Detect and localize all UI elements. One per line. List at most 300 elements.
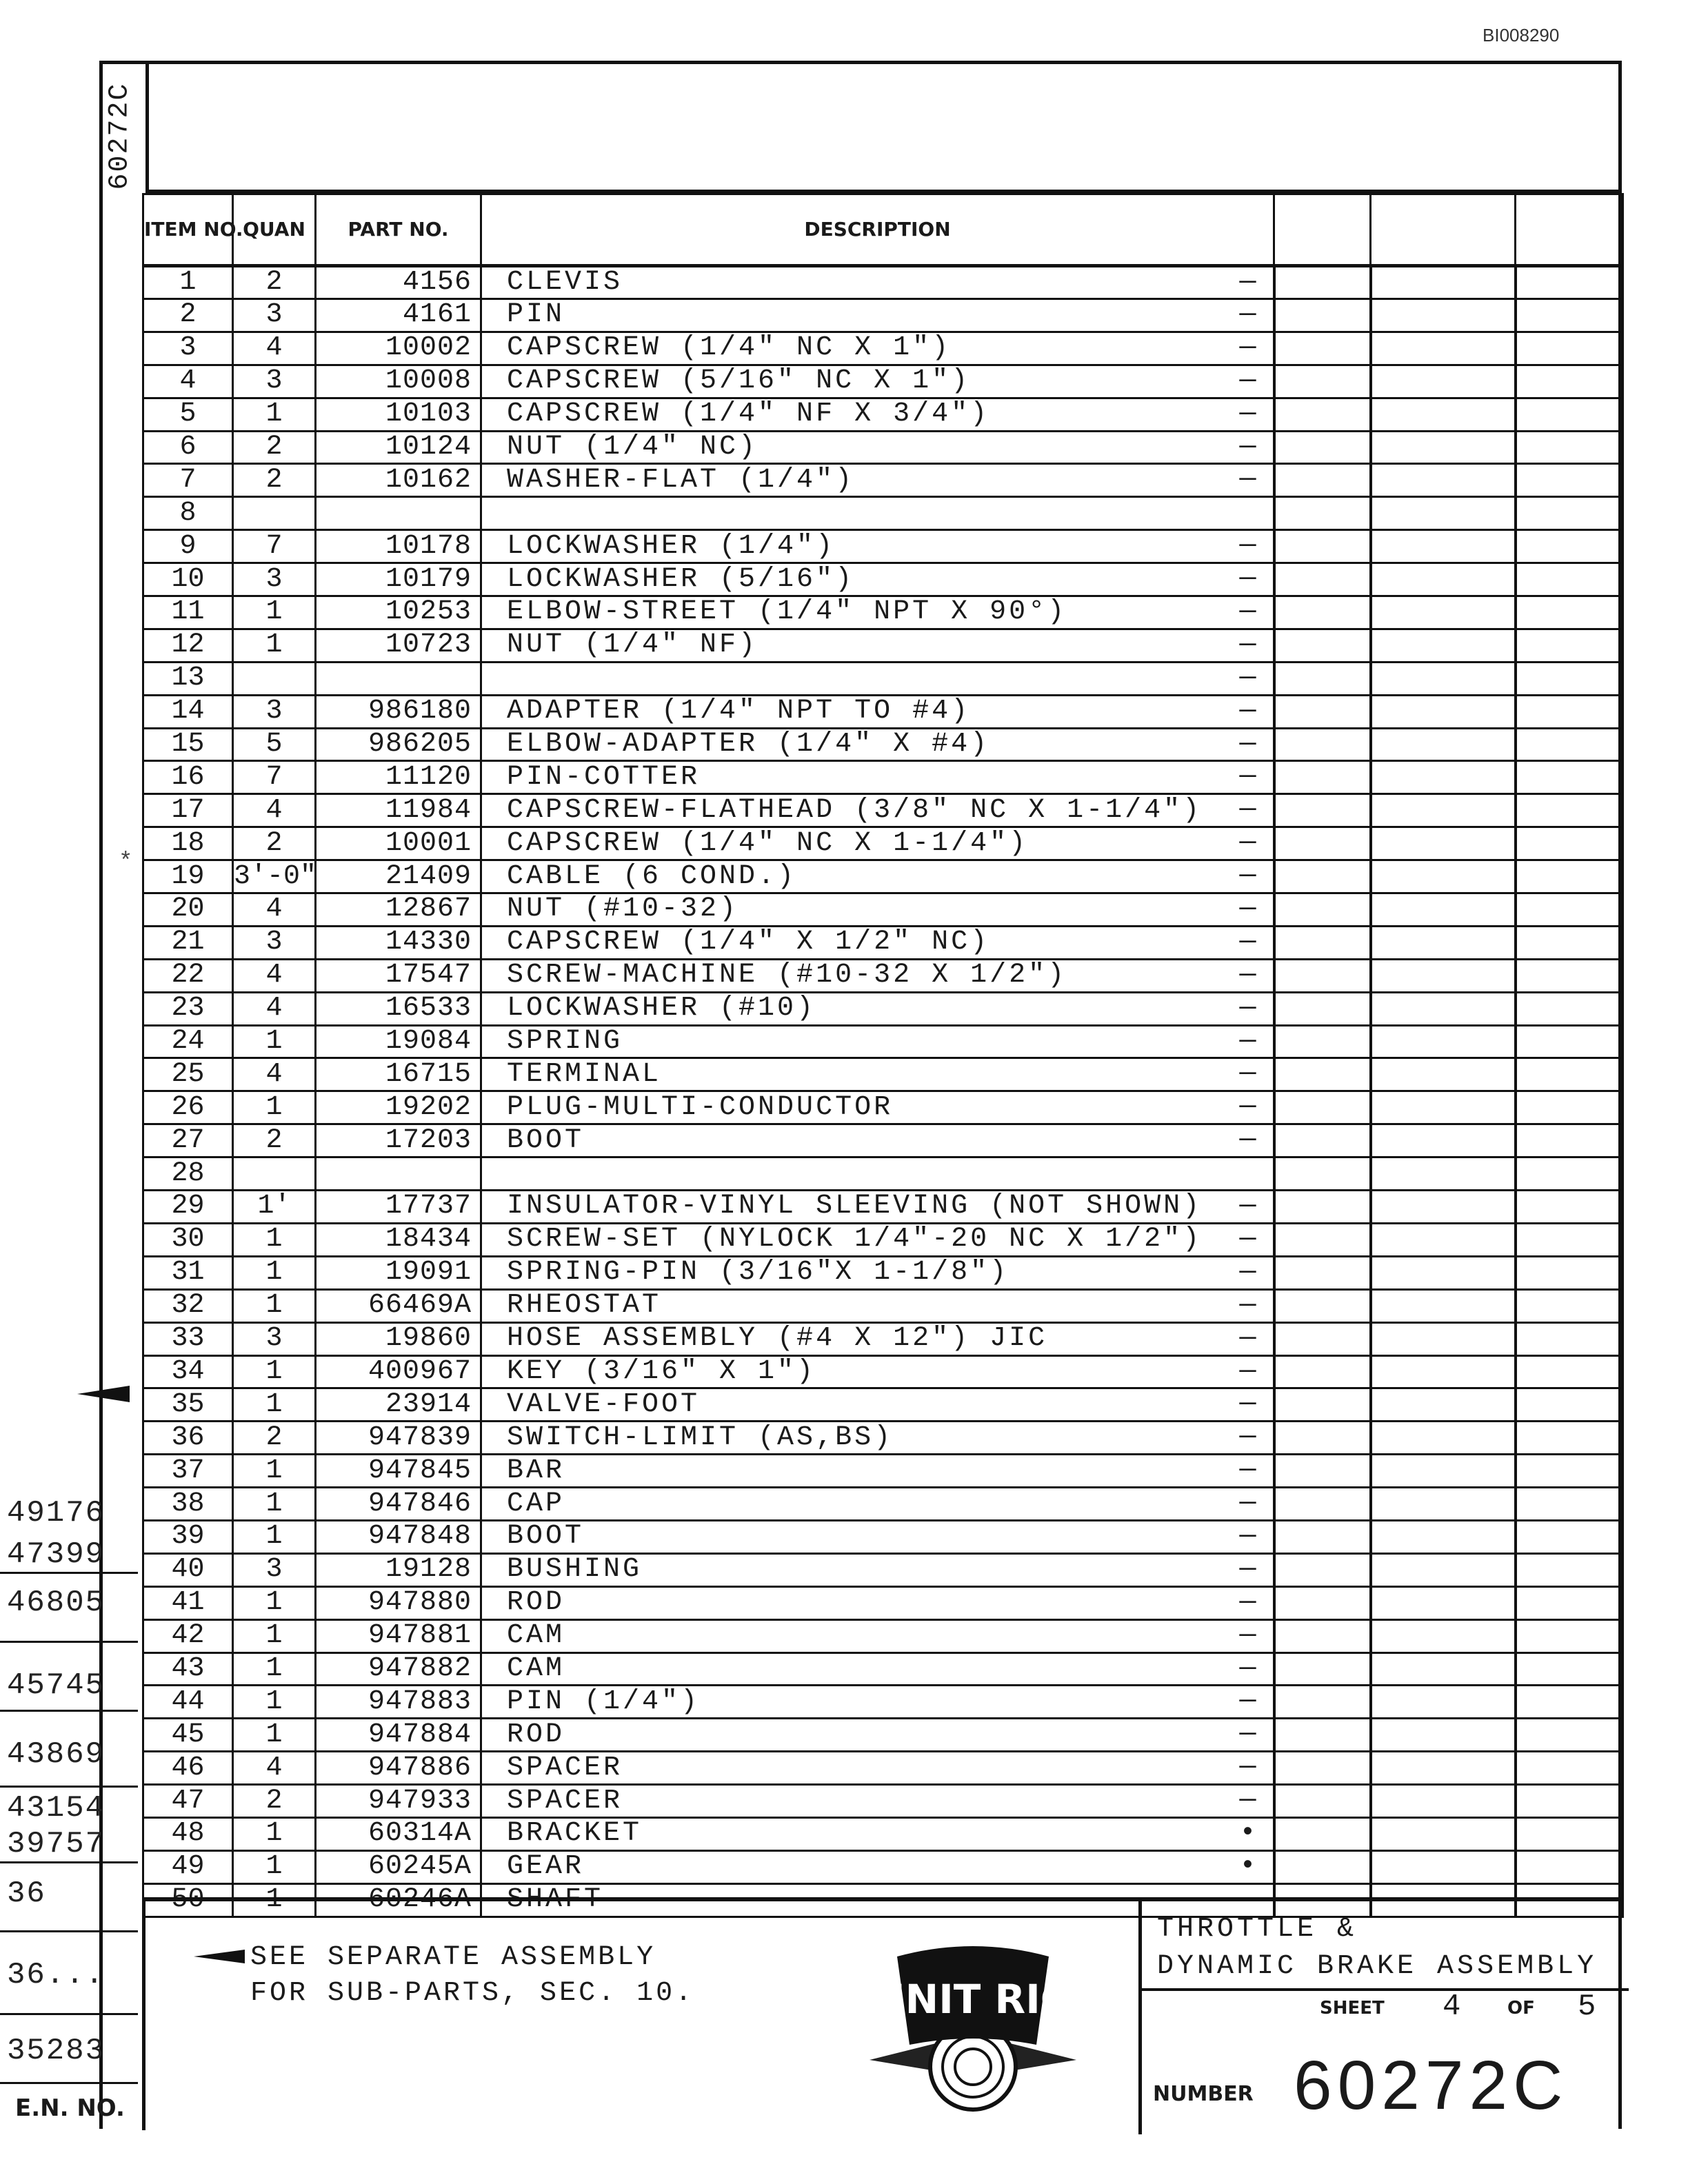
blank-cell [1371,365,1516,398]
item-no: 31 [143,1256,233,1289]
blank-cell [1516,332,1623,365]
blank-cell [1516,992,1623,1025]
en-number: 49176 [7,1496,106,1530]
blank-cell [1516,1752,1623,1785]
description: ROD — [481,1586,1274,1619]
description: CLEVIS — [481,266,1274,299]
row-mark: • [1239,1817,1256,1849]
description: SHAFT — [481,1883,1274,1917]
blank-cell [1371,1817,1516,1850]
quantity: 1 [233,1883,316,1917]
row-mark: — [1239,695,1256,727]
quantity: 1 [233,1289,316,1322]
quantity: 1 [233,1025,316,1058]
blank-cell [1371,1785,1516,1818]
quantity: 1 [233,1455,316,1488]
table-row [143,464,1623,497]
description: LOCKWASHER (1/4") — [481,530,1274,563]
blank-cell [1371,530,1516,563]
blank-cell [1274,992,1371,1025]
table-row [143,1520,1623,1553]
blank-cell [1274,1785,1371,1818]
description: PIN — [481,299,1274,332]
blank-cell [1371,563,1516,596]
item-no: 47 [143,1785,233,1818]
blank-cell [1371,332,1516,365]
blank-cell [1516,893,1623,927]
blank-cell [1516,1488,1623,1521]
blank-cell [1516,365,1623,398]
blank-cell [1371,1058,1516,1091]
blank-cell [1371,926,1516,959]
row-mark: • [1239,1850,1256,1882]
row-mark: — [1239,794,1256,826]
blank-cell [1274,365,1371,398]
table-row [143,728,1623,761]
item-no: 49 [143,1850,233,1883]
en-number: 39757 [7,1827,106,1861]
description: CAPSCREW (1/4" NC X 1") — [481,332,1274,365]
row-mark: — [1239,1289,1256,1321]
description: SPRING-PIN (3/16"X 1-1/8") — [481,1256,1274,1289]
item-no: 10 [143,563,233,596]
quantity: 1 [233,1388,316,1422]
row-mark: — [1239,893,1256,925]
part-no: 947880 [316,1586,481,1619]
blank-cell [1371,464,1516,497]
blank-cell [1516,1817,1623,1850]
blank-cell [1274,1752,1371,1785]
part-no [316,1157,481,1191]
blank-cell [1516,431,1623,464]
description: SPACER — [481,1785,1274,1818]
description: BUSHING — [481,1553,1274,1586]
part-no: 12867 [316,893,481,927]
part-no: 60314A [316,1817,481,1850]
row-mark: — [1239,398,1256,429]
table-row [143,1652,1623,1686]
quantity: 7 [233,761,316,794]
document-id: BI008290 [1483,25,1560,46]
quantity: 3 [233,926,316,959]
quantity: 4 [233,959,316,992]
row-mark: — [1239,299,1256,330]
blank-cell [1274,860,1371,893]
blank-cell [1274,926,1371,959]
blank-cell [1371,728,1516,761]
row-mark: — [1239,1256,1256,1288]
number-label: NUMBER [1153,2082,1254,2106]
description: ELBOW-STREET (1/4" NPT X 90°) — [481,596,1274,629]
subassembly-note [194,1940,694,2012]
item-no: 13 [143,662,233,695]
blank-cell [1516,794,1623,827]
en-number: 45745 [7,1668,106,1703]
en-number: 46805 [7,1586,106,1620]
blank-cell [1516,1520,1623,1553]
item-no: 9 [143,530,233,563]
table-row [143,431,1623,464]
blank-cell [1516,1355,1623,1388]
part-no: 947839 [316,1422,481,1455]
blank-cell [1516,1686,1623,1719]
row-mark: — [1239,1719,1256,1750]
table-row [143,1058,1623,1091]
blank-cell [1274,1355,1371,1388]
quantity [233,1157,316,1191]
description: BRACKET • [481,1817,1274,1850]
parts-list-body [143,266,1623,1917]
blank-cell [1371,1256,1516,1289]
quantity: 5 [233,728,316,761]
table-row [143,1223,1623,1256]
table-row [143,1553,1623,1586]
row-mark: — [1239,959,1256,991]
blank-cell [1516,1719,1623,1752]
part-no: 11984 [316,794,481,827]
drawing-number: 60272C [1294,2047,1569,2124]
quantity: 1 [233,1686,316,1719]
blank-cell [1516,959,1623,992]
blank-cell [1371,827,1516,860]
blank-cell [1371,596,1516,629]
description: LOCKWASHER (5/16") — [481,563,1274,596]
quantity: 1 [233,398,316,431]
blank-cell [1274,1455,1371,1488]
note-arrow-icon [194,1949,245,1964]
quantity: 3 [233,1553,316,1586]
blank-cell [1371,1553,1516,1586]
table-row [143,365,1623,398]
blank-cell [1371,1388,1516,1422]
row-mark: — [1239,992,1256,1024]
item-no: 1 [143,266,233,299]
item-no: 21 [143,926,233,959]
description: SPRING — [481,1025,1274,1058]
row-mark: — [1239,761,1256,793]
item-no: 5 [143,398,233,431]
item-no: 34 [143,1355,233,1388]
blank-cell [1274,1289,1371,1322]
en-number: 43154 [7,1791,106,1826]
row-mark: — [1239,1553,1256,1585]
unit-rig-logo [849,1929,1097,2115]
table-row [143,530,1623,563]
blank-cell [1274,1652,1371,1686]
row-mark: — [1239,596,1256,628]
blank-cell [1516,728,1623,761]
description: ROD — [481,1719,1274,1752]
table-row [143,827,1623,860]
item-no: 36 [143,1422,233,1455]
item-no: 7 [143,464,233,497]
description: CAPSCREW (1/4" X 1/2" NC) — [481,926,1274,959]
blank-cell [1274,629,1371,662]
part-no: 10253 [316,596,481,629]
row-mark: — [1239,1124,1256,1156]
item-no: 28 [143,1157,233,1191]
blank-cell [1516,1223,1623,1256]
blank-cell [1274,728,1371,761]
description [481,662,1274,695]
table-row [143,266,1623,299]
description: CAM — [481,1619,1274,1652]
table-row [143,563,1623,596]
blank-cell [1371,431,1516,464]
blank-cell [1371,695,1516,728]
part-no: 17203 [316,1124,481,1157]
table-row [143,1686,1623,1719]
table-row [143,959,1623,992]
blank-cell [1371,794,1516,827]
table-row [143,860,1623,893]
table-row [143,1752,1623,1785]
blank-cell [1274,431,1371,464]
quantity: 4 [233,794,316,827]
row-mark: — [1239,563,1256,595]
part-no: 947884 [316,1719,481,1752]
item-no: 12 [143,629,233,662]
col-part-header: PART NO. [316,194,481,266]
part-no: 10162 [316,464,481,497]
part-no: 66469A [316,1289,481,1322]
side-drawing-number: 60272C [104,81,136,190]
row-mark: — [1239,1752,1256,1783]
col-blank-header [1516,194,1623,266]
note-line-1: SEE SEPARATE ASSEMBLY [250,1942,656,1973]
row-mark: — [1239,1652,1256,1684]
quantity: 1 [233,1817,316,1850]
part-no: 947886 [316,1752,481,1785]
svg-text:UNIT RIG: UNIT RIG [872,1976,1074,2023]
part-no [316,662,481,695]
part-no: 19860 [316,1322,481,1355]
row-mark: — [1239,464,1256,496]
part-no: 10008 [316,365,481,398]
row-mark: — [1239,1388,1256,1420]
description: ELBOW-ADAPTER (1/4" X #4) — [481,728,1274,761]
blank-cell [1274,827,1371,860]
quantity: 7 [233,530,316,563]
description: SWITCH-LIMIT (AS,BS) — [481,1422,1274,1455]
item-no: 40 [143,1553,233,1586]
blank-cell [1516,629,1623,662]
item-no: 24 [143,1025,233,1058]
blank-cell [1516,1256,1623,1289]
description: BOOT — [481,1520,1274,1553]
quantity: 2 [233,464,316,497]
item-no: 46 [143,1752,233,1785]
description: TERMINAL — [481,1058,1274,1091]
description: NUT (1/4" NC) — [481,431,1274,464]
quantity: 4 [233,332,316,365]
blank-cell [1371,398,1516,431]
blank-cell [1371,893,1516,927]
title-block [1138,1901,1625,2134]
blank-cell [1516,1785,1623,1818]
item-no: 20 [143,893,233,927]
blank-cell [1516,1124,1623,1157]
description: PLUG-MULTI-CONDUCTOR — [481,1091,1274,1124]
row-mark: — [1239,1223,1256,1255]
part-no: 60245A [316,1850,481,1883]
part-no: 17547 [316,959,481,992]
row-mark: — [1239,1322,1256,1354]
description: CAP — [481,1488,1274,1521]
description: KEY (3/16" X 1") — [481,1355,1274,1388]
table-row [143,1157,1623,1191]
part-no: 23914 [316,1388,481,1422]
table-row [143,1817,1623,1850]
part-no: 10179 [316,563,481,596]
part-no: 947881 [316,1619,481,1652]
blank-cell [1516,1289,1623,1322]
blank-cell [1516,1388,1623,1422]
row-mark: — [1239,1619,1256,1651]
description [481,497,1274,530]
blank-cell [1274,464,1371,497]
description: RHEOSTAT — [481,1289,1274,1322]
part-no: 947846 [316,1488,481,1521]
quantity: 3 [233,299,316,332]
quantity: 2 [233,431,316,464]
en-number: 35283 [7,2034,106,2068]
part-no: 16533 [316,992,481,1025]
description: BOOT — [481,1124,1274,1157]
part-no: 16715 [316,1058,481,1091]
blank-cell [1516,464,1623,497]
item-no: 29 [143,1191,233,1224]
blank-cell [1516,1322,1623,1355]
blank-cell [1371,860,1516,893]
quantity: 3 [233,1322,316,1355]
part-no [316,497,481,530]
table-row [143,1256,1623,1289]
blank-cell [1516,860,1623,893]
item-no: 15 [143,728,233,761]
blank-cell [1516,1091,1623,1124]
quantity: 1 [233,1256,316,1289]
description: CAPSCREW-FLATHEAD (3/8" NC X 1-1/4") — [481,794,1274,827]
blank-cell [1371,1586,1516,1619]
item-no: 6 [143,431,233,464]
table-row [143,1025,1623,1058]
description: SPACER — [481,1752,1274,1785]
row-mark: — [1239,431,1256,463]
description: HOSE ASSEMBLY (#4 X 12") JIC — [481,1322,1274,1355]
item-no: 37 [143,1455,233,1488]
table-row [143,992,1623,1025]
blank-cell [1274,1388,1371,1422]
table-row [143,926,1623,959]
row-mark: — [1239,1422,1256,1453]
table-row [143,1586,1623,1619]
of-label: OF [1507,1998,1535,2019]
item-no: 11 [143,596,233,629]
blank-cell [1516,530,1623,563]
note-line-2: FOR SUB-PARTS, SEC. 10. [250,1978,695,2009]
blank-cell [1274,1586,1371,1619]
blank-cell [1371,1091,1516,1124]
part-no: 17737 [316,1191,481,1224]
en-number: 43869 [7,1737,106,1772]
asterisk-mark: * [119,849,133,876]
row-mark: — [1239,1355,1256,1387]
en-number: 36... [7,1958,106,1992]
blank-cell [1371,1422,1516,1455]
blank-cell [1274,695,1371,728]
table-row [143,1785,1623,1818]
quantity: 3'-0" [234,860,317,892]
blank-cell [1371,1752,1516,1785]
quantity: 1 [233,1586,316,1619]
blank-cell [1274,332,1371,365]
part-no: 14330 [316,926,481,959]
blank-cell [1274,1422,1371,1455]
blank-cell [1516,1058,1623,1091]
part-no: 947883 [316,1686,481,1719]
row-mark: — [1239,827,1256,859]
quantity: 1 [233,1619,316,1652]
item-no: 25 [143,1058,233,1091]
item-no: 42 [143,1619,233,1652]
description: SCREW-MACHINE (#10-32 X 1/2") — [481,959,1274,992]
row-mark: — [1239,530,1256,562]
drawing-title [1157,1911,1597,1985]
col-quan-header: QUAN [233,194,316,266]
part-no: 10103 [316,398,481,431]
table-row [143,1091,1623,1124]
blank-cell [1274,893,1371,927]
part-no: 19084 [316,1025,481,1058]
blank-cell [1274,662,1371,695]
blank-cell [1371,992,1516,1025]
quantity: 1' [233,1191,316,1224]
blank-cell [1274,1256,1371,1289]
row-mark: — [1239,860,1256,892]
item-no: 33 [143,1322,233,1355]
blank-cell [1274,1124,1371,1157]
table-row [143,1619,1623,1652]
blank-cell [1516,662,1623,695]
blank-cell [1274,1520,1371,1553]
sheet-total: 5 [1578,1990,1596,2024]
blank-cell [1274,1091,1371,1124]
blank-cell [1371,299,1516,332]
row-mark: — [1239,1785,1256,1817]
blank-cell [1516,1619,1623,1652]
blank-cell [1274,530,1371,563]
table-row [143,1355,1623,1388]
part-no: 18434 [316,1223,481,1256]
part-no: 11120 [316,761,481,794]
part-no: 19128 [316,1553,481,1586]
blank-cell [1274,596,1371,629]
engineering-notice-column [0,1482,138,2144]
quantity: 1 [233,1488,316,1521]
row-mark: — [1239,1520,1256,1552]
row-mark: — [1239,1025,1256,1057]
part-no: 947845 [316,1455,481,1488]
quantity: 1 [233,596,316,629]
blank-cell [1516,563,1623,596]
part-no: 400967 [316,1355,481,1388]
drawing-footer [142,1897,1622,2130]
quantity [233,497,316,530]
item-no: 32 [143,1289,233,1322]
part-no: 10002 [316,332,481,365]
blank-cell [1274,1157,1371,1191]
